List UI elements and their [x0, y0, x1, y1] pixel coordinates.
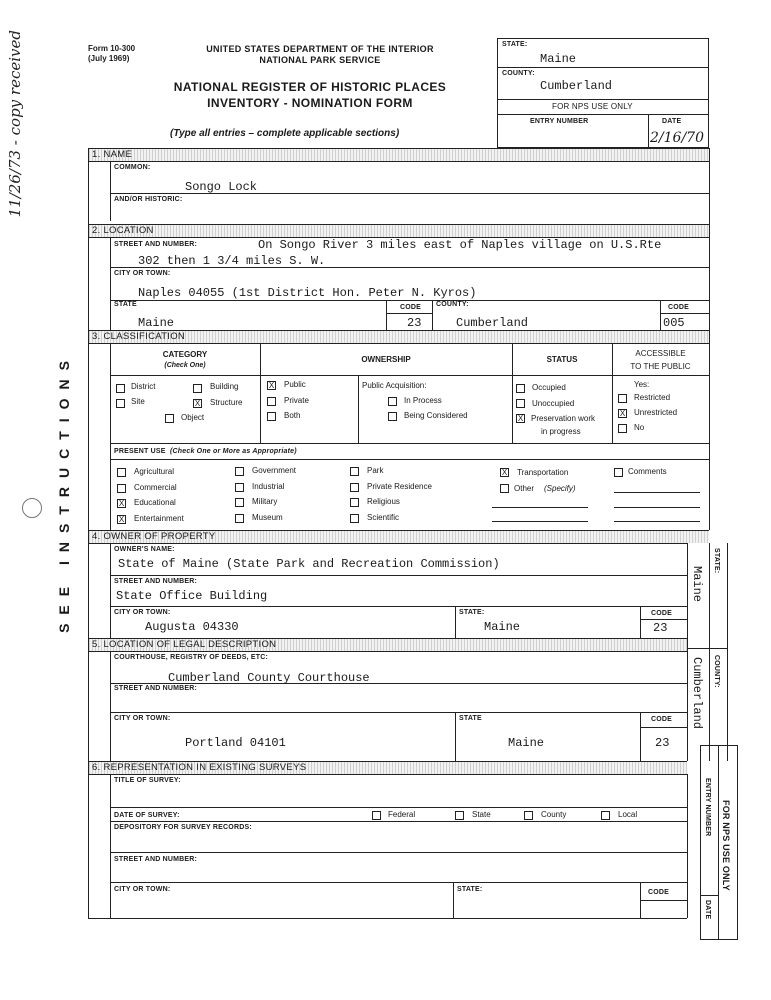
section-1-title: 1. NAME	[92, 149, 133, 160]
district-label: District	[131, 382, 156, 391]
unoccupied-label: Unoccupied	[532, 399, 575, 408]
structure-checkbox[interactable]: X	[194, 399, 201, 408]
owner-city-label: CITY OR TOWN:	[114, 609, 171, 616]
legal-code-value[interactable]: 23	[655, 736, 670, 750]
owner-street-value[interactable]: State Office Building	[116, 589, 268, 603]
section-1-bar	[89, 148, 709, 161]
county-code-label: CODE	[668, 304, 690, 311]
object-checkbox[interactable]	[165, 414, 174, 423]
side-state-value: Maine	[690, 566, 704, 603]
street-value-2[interactable]: 302 then 1 3/4 miles S. W.	[138, 254, 326, 268]
public-checkbox[interactable]: X	[268, 381, 275, 390]
agricultural-label: Agricultural	[134, 467, 175, 476]
no-label: No	[634, 423, 645, 432]
being-considered-label: Being Considered	[404, 411, 468, 420]
commercial-checkbox[interactable]	[117, 484, 126, 493]
owner-city-value[interactable]: Augusta 04330	[145, 620, 239, 634]
scientific-checkbox[interactable]	[350, 514, 359, 523]
section-4-title: 4. OWNER OF PROPERTY	[92, 531, 216, 542]
category-sub: (Check One)	[164, 362, 206, 369]
entertainment-label: Entertainment	[134, 514, 184, 523]
survey-state-label: STATE:	[457, 886, 483, 893]
site-checkbox[interactable]	[116, 399, 125, 408]
legal-state-label: STATE	[459, 715, 482, 722]
section-6-title: 6. REPRESENTATION IN EXISTING SURVEYS	[92, 762, 307, 773]
local-survey-checkbox[interactable]	[601, 811, 610, 820]
legal-street-label: STREET AND NUMBER:	[114, 685, 198, 692]
top-nps-label: FOR NPS USE ONLY	[552, 102, 633, 111]
loc-county-value[interactable]: Cumberland	[456, 316, 529, 330]
object-label: Object	[181, 413, 205, 422]
private-label: Private	[284, 396, 309, 405]
unrestricted-label: Unrestricted	[634, 408, 678, 417]
in-process-label: In Process	[404, 396, 442, 405]
form-number: Form 10-300	[88, 44, 136, 53]
top-entry-label: ENTRY NUMBER	[530, 118, 589, 125]
agency-line-1: UNITED STATES DEPARTMENT OF THE INTERIOR	[206, 44, 434, 54]
site-label: Site	[131, 397, 145, 406]
government-label: Government	[252, 466, 297, 475]
top-county-value: Cumberland	[540, 79, 613, 93]
county-survey-checkbox[interactable]	[524, 811, 533, 820]
museum-label: Museum	[252, 513, 283, 522]
industrial-checkbox[interactable]	[235, 483, 244, 492]
form-title-2: INVENTORY - NOMINATION FORM	[207, 96, 413, 110]
section-2-bar	[89, 224, 709, 237]
loc-code-value[interactable]: 23	[407, 316, 422, 330]
county-survey-label: County	[541, 810, 567, 819]
transportation-label: Transportation	[517, 468, 569, 477]
building-checkbox[interactable]	[193, 384, 202, 393]
legal-city-value[interactable]: Portland 04101	[185, 736, 286, 750]
comments-label: Comments	[628, 467, 667, 476]
form-title-1: NATIONAL REGISTER OF HISTORIC PLACES	[173, 80, 447, 94]
preservation-label-2: in progress	[541, 427, 581, 436]
district-checkbox[interactable]	[116, 384, 125, 393]
owner-label: OWNER'S NAME:	[114, 546, 175, 553]
city-value[interactable]: Naples 04055 (1st District Hon. Peter N. Kyros)	[138, 286, 477, 300]
category-head: CATEGORY	[162, 350, 208, 359]
ownership-head: OWNERSHIP	[361, 355, 411, 364]
side-nps-label: FOR NPS USE ONLY	[721, 800, 731, 891]
survey-street-label: STREET AND NUMBER:	[114, 856, 198, 863]
top-date-value: 2/16/70	[650, 130, 704, 146]
religious-label: Religious	[367, 497, 400, 506]
federal-checkbox[interactable]	[372, 811, 381, 820]
both-label: Both	[284, 411, 301, 420]
survey-title-label: TITLE OF SURVEY:	[114, 777, 181, 784]
loc-county-label: COUNTY:	[436, 301, 469, 308]
courthouse-label: COURTHOUSE, REGISTRY OF DEEDS, ETC:	[114, 654, 269, 661]
public-acquisition-label: Public Acquisition:	[362, 381, 427, 390]
owner-code-value[interactable]: 23	[653, 621, 668, 635]
religious-checkbox[interactable]	[350, 498, 359, 507]
legal-city-label: CITY OR TOWN:	[114, 715, 171, 722]
legal-code-label: CODE	[651, 716, 673, 723]
museum-checkbox[interactable]	[235, 514, 244, 523]
depository-label: DEPOSITORY FOR SURVEY RECORDS:	[114, 824, 252, 831]
state-survey-label: State	[472, 810, 491, 819]
commercial-label: Commercial	[134, 483, 177, 492]
preservation-label-1: Preservation work	[531, 414, 596, 423]
top-state-value: Maine	[540, 52, 577, 66]
comments-checkbox[interactable]	[614, 468, 623, 477]
survey-code-label: CODE	[648, 889, 670, 896]
top-county-label: COUNTY:	[502, 70, 535, 77]
access-head-2: TO THE PUBLIC	[630, 362, 691, 371]
other-label: Other	[514, 484, 535, 493]
private-residence-checkbox[interactable]	[350, 483, 359, 492]
side-state-label: STATE:	[713, 548, 720, 574]
owner-street-label: STREET AND NUMBER:	[114, 578, 198, 585]
structure-label: Structure	[210, 398, 243, 407]
scientific-label: Scientific	[367, 513, 400, 522]
public-label: Public	[284, 380, 306, 389]
loc-state-value[interactable]: Maine	[138, 316, 175, 330]
agency-line-2: NATIONAL PARK SERVICE	[259, 55, 381, 65]
city-label: CITY OR TOWN:	[114, 270, 171, 277]
loc-state-label: STATE	[114, 301, 137, 308]
side-date-label: DATE	[704, 900, 711, 920]
park-label: Park	[367, 466, 384, 475]
occupied-label: Occupied	[532, 383, 566, 392]
loc-code-label: CODE	[400, 304, 422, 311]
access-head-1: ACCESSIBLE	[635, 349, 686, 358]
owner-value[interactable]: State of Maine (State Park and Recreation Commission)	[118, 557, 500, 571]
form-instructions: (Type all entries – complete applicable sections)	[170, 128, 400, 139]
owner-state-label: STATE:	[459, 609, 485, 616]
unrestricted-checkbox[interactable]: X	[619, 409, 626, 418]
building-label: Building	[210, 382, 239, 391]
survey-city-label: CITY OR TOWN:	[114, 886, 171, 893]
common-value[interactable]: Songo Lock	[185, 180, 258, 194]
common-label: COMMON:	[114, 164, 151, 171]
top-date-label: DATE	[662, 118, 682, 125]
private-checkbox[interactable]	[267, 397, 276, 406]
present-use-label: PRESENT USE	[114, 448, 166, 455]
section-2-title: 2. LOCATION	[92, 225, 154, 236]
state-survey-checkbox[interactable]	[455, 811, 464, 820]
form-date: (July 1969)	[88, 54, 130, 63]
status-head: STATUS	[546, 355, 578, 364]
historic-label: AND/OR HISTORIC:	[114, 196, 183, 203]
see-instructions-label: SEE INSTRUCTIONS	[56, 352, 72, 633]
side-entry-label: ENTRY NUMBER	[704, 778, 711, 837]
entertainment-checkbox[interactable]: X	[118, 515, 125, 524]
unoccupied-checkbox[interactable]	[516, 399, 525, 408]
in-process-checkbox[interactable]	[388, 397, 397, 406]
county-code-value[interactable]: 005	[663, 316, 685, 330]
present-use-sub: (Check One or More as Appropriate)	[170, 448, 297, 455]
no-checkbox[interactable]	[618, 424, 627, 433]
park-checkbox[interactable]	[350, 467, 359, 476]
educational-label: Educational	[134, 498, 176, 507]
binder-hole	[22, 498, 42, 518]
section-5-title: 5. LOCATION OF LEGAL DESCRIPTION	[92, 639, 277, 650]
military-label: Military	[252, 497, 278, 506]
side-county-value: Cumberland	[690, 657, 704, 730]
street-value-1[interactable]: On Songo River 3 miles east of Naples village on U.S.Rte	[258, 238, 662, 252]
margin-note: 11/26/73 - copy received	[6, 30, 24, 218]
street-label: STREET AND NUMBER:	[114, 241, 198, 248]
access-yes-label: Yes:	[634, 380, 650, 389]
transportation-checkbox[interactable]: X	[501, 468, 508, 477]
courthouse-value[interactable]: Cumberland County Courthouse	[168, 671, 370, 685]
preservation-checkbox[interactable]: X	[517, 414, 524, 423]
survey-date-label: DATE OF SURVEY:	[114, 812, 180, 819]
owner-state-value[interactable]: Maine	[484, 620, 521, 634]
top-state-label: STATE:	[502, 41, 528, 48]
other-checkbox[interactable]	[500, 484, 509, 493]
industrial-label: Industrial	[252, 482, 285, 491]
section-3-title: 3. CLASSIFICATION	[92, 331, 186, 342]
other-specify-label: (Specify)	[544, 484, 576, 493]
legal-state-value[interactable]: Maine	[508, 736, 545, 750]
being-considered-checkbox[interactable]	[388, 412, 397, 421]
government-checkbox[interactable]	[235, 467, 244, 476]
side-county-label: COUNTY:	[713, 655, 720, 688]
owner-code-label: CODE	[651, 610, 673, 617]
private-residence-label: Private Residence	[367, 482, 432, 491]
restricted-label: Restricted	[634, 393, 671, 402]
both-checkbox[interactable]	[267, 412, 276, 421]
federal-label: Federal	[388, 810, 416, 819]
local-survey-label: Local	[618, 810, 638, 819]
restricted-checkbox[interactable]	[618, 394, 627, 403]
agricultural-checkbox[interactable]	[117, 468, 126, 477]
military-checkbox[interactable]	[235, 498, 244, 507]
educational-checkbox[interactable]: X	[118, 499, 125, 508]
occupied-checkbox[interactable]	[516, 384, 525, 393]
